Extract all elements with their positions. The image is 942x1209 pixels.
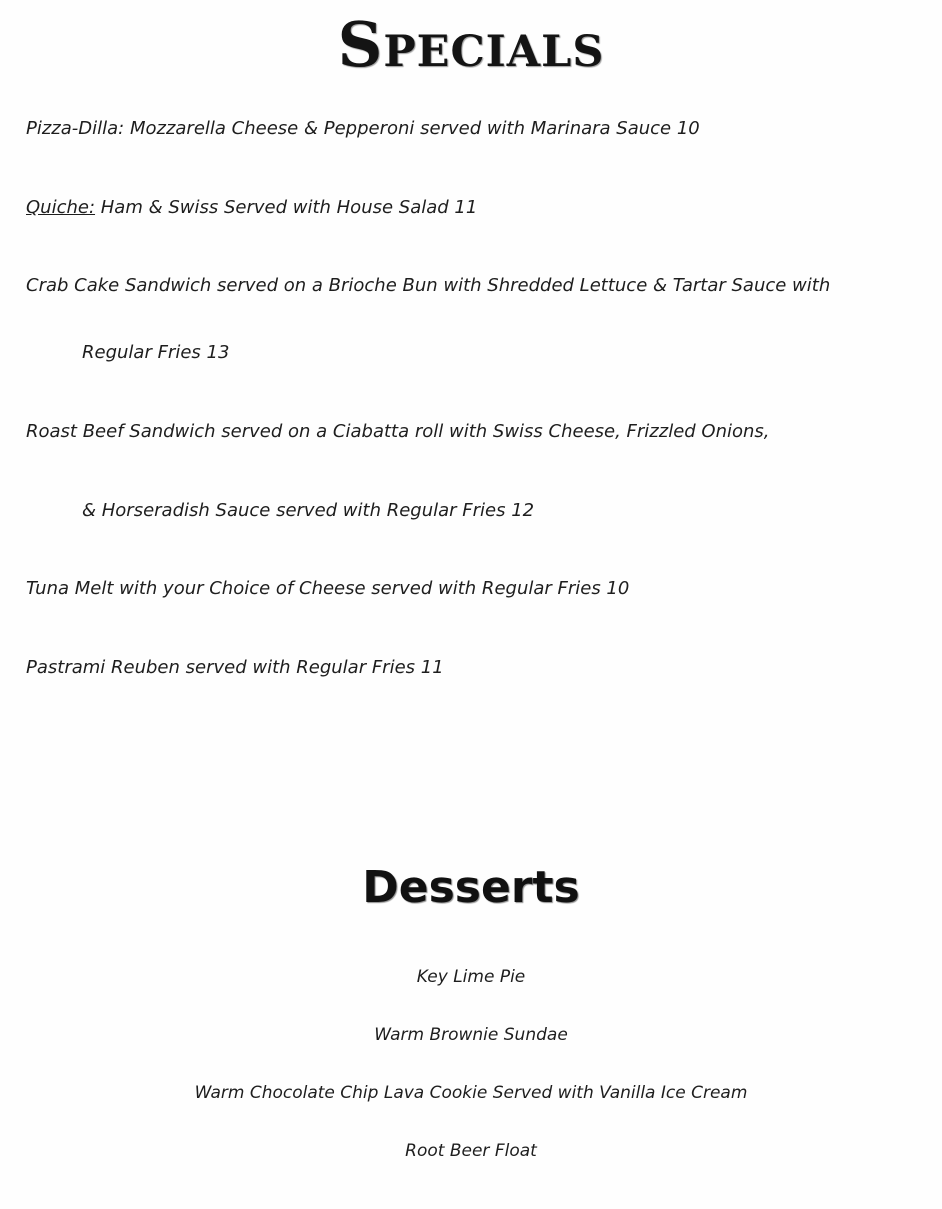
dessert-warm-brownie-sundae: Warm Brownie Sundae: [374, 1025, 568, 1045]
specials-title: Specials: [337, 8, 605, 81]
desserts-title: Desserts: [362, 862, 580, 913]
dessert-key-lime-pie: Key Lime Pie: [416, 967, 526, 987]
menu-item-crab-cake-line1: Crab Cake Sandwich served on a Brioche Bun with Shredded Lettuce & Tartar Sauce with: [26, 275, 831, 296]
menu-item-roast-beef-line2: & Horseradish Sauce served with Regular Fries 12: [82, 500, 535, 521]
quiche-description: Ham & Swiss Served with House Salad 11: [95, 197, 478, 218]
menu-item-quiche: [26, 197, 477, 218]
menu-item-tuna-melt: Tuna Melt with your Choice of Cheese served with Regular Fries 10: [26, 578, 630, 599]
dessert-root-beer-float: Root Beer Float: [405, 1141, 537, 1161]
menu-item-crab-cake-line2: Regular Fries 13: [82, 342, 230, 363]
quiche-label: Quiche:: [26, 197, 96, 218]
menu-item-pizza-dilla: Pizza-Dilla: Mozzarella Cheese & Pepperoni served with Marinara Sauce 10: [26, 118, 700, 139]
dessert-lava-cookie: Warm Chocolate Chip Lava Cookie Served with Vanilla Ice Cream: [194, 1083, 748, 1103]
menu-item-roast-beef-line1: Roast Beef Sandwich served on a Ciabatta roll with Swiss Cheese, Frizzled Onions,: [26, 421, 770, 442]
menu-item-pastrami-reuben: Pastrami Reuben served with Regular Fries 11: [26, 657, 444, 678]
